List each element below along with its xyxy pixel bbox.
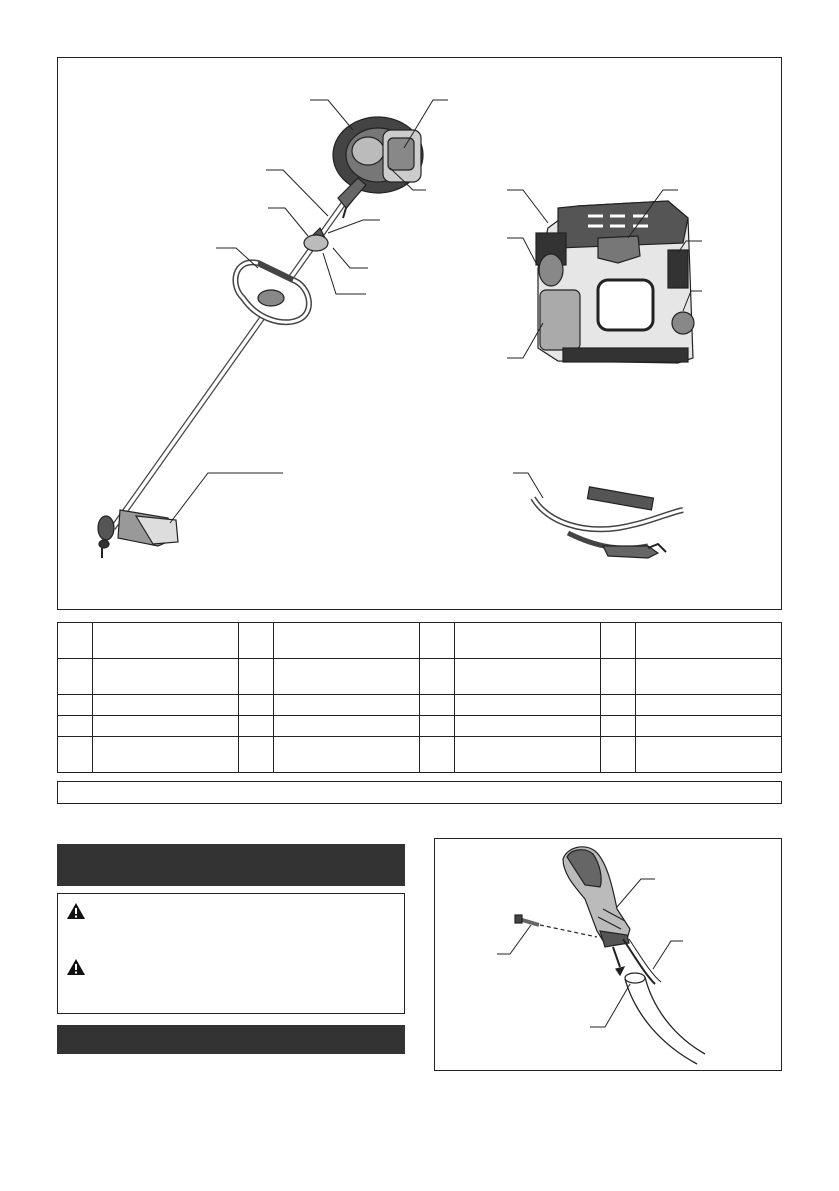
table-cell [274,659,420,695]
table-cell [274,623,420,659]
trimmer-head-drawing [98,510,178,558]
table-cell [420,695,455,716]
table-cell [93,716,239,737]
table-cell [93,659,239,695]
table-cell [274,737,420,773]
table-cell [636,737,782,773]
shoulder-strap-drawing [533,487,683,558]
table-cell [239,737,274,773]
table-cell [239,695,274,716]
table-cell [455,716,601,737]
table-row [58,659,782,695]
table-cell [636,695,782,716]
table-cell [58,737,93,773]
table-cell [274,695,420,716]
section-heading [57,844,405,886]
table-cell [239,659,274,695]
bolt-drawing [515,915,597,937]
shaft-tube-drawing [613,947,705,1064]
table-cell [601,659,636,695]
table-cell [58,659,93,695]
table-cell [93,695,239,716]
table-cell [601,737,636,773]
table-row [58,695,782,716]
handle-assembly-illustration [434,838,782,1071]
table-row [58,623,782,659]
table-cell [239,623,274,659]
table-cell [58,695,93,716]
table-cell [455,695,601,716]
parts-illustration-svg [58,58,783,611]
table-cell [601,695,636,716]
table-cell [420,623,455,659]
table-cell [239,716,274,737]
table-cell [636,716,782,737]
table-row [58,737,782,773]
table-cell [420,737,455,773]
subsection-heading [57,1025,405,1054]
table-cell [455,737,601,773]
grip-drawing [563,847,630,947]
table-cell [93,737,239,773]
table-cell [420,659,455,695]
table-cell [274,716,420,737]
table-row [58,716,782,737]
warning-box [57,893,405,1014]
main-parts-illustration [57,57,782,610]
parts-table [57,622,782,773]
handle-assembly-svg [435,839,783,1072]
table-cell [93,623,239,659]
engine-closeup-drawing [536,201,694,363]
table-cell [601,623,636,659]
table-cell [636,623,782,659]
warning-triangle-icon [66,902,86,920]
table-cell [636,659,782,695]
note-box [57,781,782,804]
table-cell [455,623,601,659]
shaft-drawing [113,178,366,528]
table-cell [58,716,93,737]
table-cell [58,623,93,659]
table-cell [420,716,455,737]
table-cell [601,716,636,737]
table-cell [455,659,601,695]
warning-triangle-icon [66,958,86,976]
